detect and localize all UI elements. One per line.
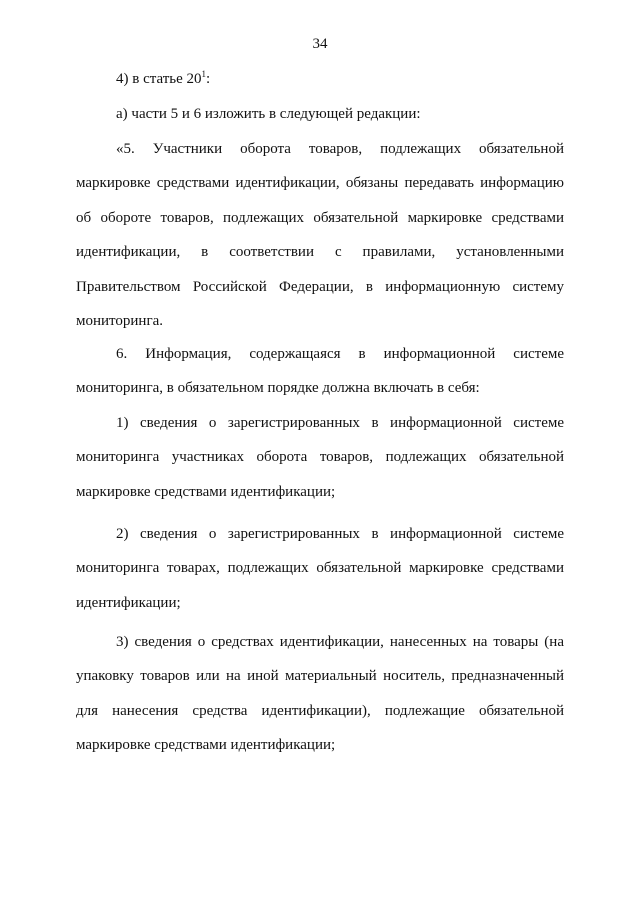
paragraph-item-1: 1) сведения о зарегистрированных в информационной системе мониторинга участниках оборота товаров, подлежащих обязательной маркировке средствами идентификации;: [76, 415, 564, 500]
paragraph-6: 6. Информация, содержащаяся в информационной системе мониторинга, в обязательном порядке должна включать в себя:: [76, 346, 564, 397]
paragraph-item-3: 3) сведения о средствах идентификации, нанесенных на товары (на упаковку товаров или на иной материальный носитель, предназначенный для нанесения средства идентификации), подлежащие обязательной маркировке средствами идентификации;: [76, 634, 564, 754]
heading-superscript: 1: [201, 69, 207, 79]
paragraph-item-2: 2) сведения о зарегистрированных в информационной системе мониторинга товарах, подлежащих обязательной маркировке средствами идентификации;: [76, 526, 564, 611]
page-number: 34: [312, 36, 328, 52]
heading-suffix: :: [206, 71, 211, 87]
heading-prefix: 4) в статье 20: [116, 71, 202, 87]
paragraph-5: «5. Участники оборота товаров, подлежащих обязательной маркировке средствами идентификации, обязаны передавать информацию об обороте товаров, подлежащих обязательной маркировке средствами идентификации, в соответствии с правилами, установленными Правительством Российской Федерации, в информационную систему мониторинга.: [76, 141, 564, 330]
intro-line: а) части 5 и 6 изложить в следующей редакции:: [116, 106, 421, 122]
heading-line: [76, 62, 564, 96]
